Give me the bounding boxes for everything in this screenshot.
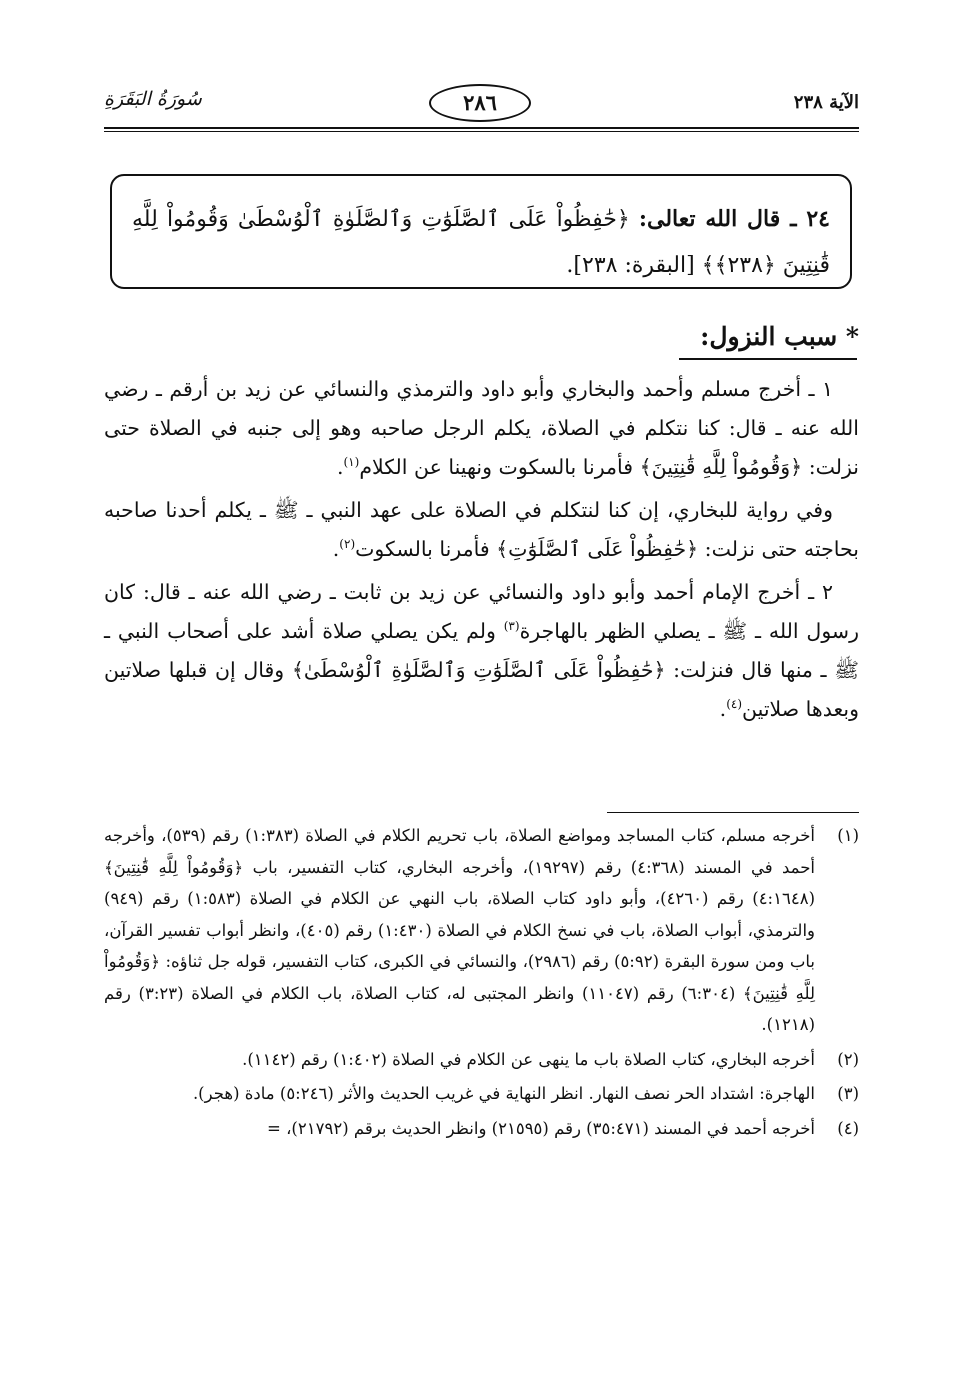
footnote-number: (١) bbox=[837, 826, 859, 845]
verse-reference: الآية ٢٣٨ bbox=[793, 92, 859, 113]
verse-box bbox=[110, 174, 852, 289]
footnote-number: (٣) bbox=[837, 1084, 859, 1103]
footnote-text: الهاجرة: اشتداد الحر نصف النهار. انظر النهاية في غريب الحديث والأثر (٥:٢٤٦) مادة (هجر). bbox=[192, 1084, 815, 1103]
main-text bbox=[104, 370, 859, 733]
footnote bbox=[104, 1044, 859, 1076]
footnote-number: (٢) bbox=[837, 1049, 859, 1069]
footnote bbox=[104, 1078, 859, 1110]
footnote-text: أخرجه أحمد في المسند (٣٥:٤٧١) رقم (٢١٥٩٥) وانظر الحديث برقم (٢١٧٩٢)، = bbox=[267, 1118, 815, 1138]
verse-intro: ٢٤ ـ قال الله تعالى: bbox=[638, 206, 830, 232]
header-divider-thin bbox=[104, 131, 859, 132]
footnote-ref: (٢) bbox=[339, 537, 356, 552]
header-divider bbox=[104, 127, 859, 129]
footnote-text: أخرجه مسلم، كتاب المساجد ومواضع الصلاة، باب تحريم الكلام في الصلاة (١:٣٨٣) رقم (٥٣٩)، وأخرجه أحمد في المسند (٤:٣٦٨) رقم (١٩٢٩٧)، وأخرجه البخاري، كتاب التفسير، باب ﴿وَقُومُواْ لِلَّهِ قَٰنِتِينَ﴾ (٤:١٦٤٨) رقم (٤٢٦٠)، وأبو داود كتاب الصلاة، باب النهي عن الكلام في الصلاة (١:٥٨٣) رقم (٩٤٩) والترمذي، أبواب الصلاة، باب في نسخ الكلام في الصلاة (١:٤٣٠) رقم (٤٠٥)، وانظر أبواب تفسير القرآن، باب ومن سورة البقرة (٥:٩٢) رقم (٢٩٨٦)، والنسائي في الكبرى، كتاب التفسير، قوله جل ثناؤه: ﴿وَقُومُواْ لِلَّهِ قَٰنِتِينَ﴾ (٦:٣٠٤) رقم (١١٠٤٧) وانظر المجتبى له، كتاب الصلاة، باب الكلام في الصلاة (٣:٢٣) رقم (١٢١٨). bbox=[104, 826, 816, 1034]
paragraph: ١ ـ أخرج مسلم وأحمد والبخاري وأبو داود والترمذي والنسائي عن زيد بن أرقم ـ رضي الله عنه ـ قال: كنا نتكلم في الصلاة، يكلم الرجل صاحبه وهو إلى جنبه في الصلاة حتى نزلت: ﴿وَقُومُواْ لِلَّهِ قَٰنِتِينَ﴾ فأمرنا بالسكوت ونهينا عن الكلام$^{(١)}$. bbox=[104, 377, 859, 479]
footnote-ref: (١) bbox=[343, 455, 360, 470]
paragraph: ٢ ـ أخرج الإمام أحمد وأبو داود والنسائي عن زيد بن ثابت ـ رضي الله عنه ـ قال: كان رسول الله ـ ﷺ ـ يصلي الظهر بالهاجرة$^{(٣)}$ ولم يكن يصلي صلاة أشد على أصحاب النبي ـ ﷺ ـ منها قال فنزلت: ﴿حَٰفِظُواْ عَلَى ٱلصَّلَوَٰتِ وَٱلصَّلَوٰةِ ٱلْوُسْطَىٰ﴾ وقال إن قبلها صلاتين وبعدها صلاتين$^{(٤)}$. bbox=[104, 580, 859, 721]
section-heading-underline bbox=[679, 358, 857, 360]
footnote-ref: (٣) bbox=[503, 619, 520, 634]
page-number: ٢٨٦ bbox=[429, 84, 531, 122]
footnotes bbox=[104, 820, 859, 1147]
footnote bbox=[104, 1113, 859, 1145]
verse-text: ﴿حَٰفِظُواْ عَلَى ٱلصَّلَوَٰتِ وَٱلصَّلَوٰةِ ٱلْوُسْطَىٰ وَقُومُواْ لِلَّهِ قَٰنِتِينَ ﴿٢٣٨﴾﴾ [البقرة: ٢٣٨]. bbox=[132, 207, 830, 278]
page-header bbox=[104, 84, 859, 124]
footnote-divider bbox=[607, 812, 859, 813]
footnote bbox=[104, 820, 859, 1041]
surah-name: سُورَةُ البَقَرَةِ bbox=[104, 88, 202, 110]
footnote-text: أخرجه البخاري، كتاب الصلاة باب ما ينهى عن الكلام في الصلاة (١:٤٠٢) رقم (١١٤٢). bbox=[242, 1049, 815, 1069]
footnote-number: (٤) bbox=[837, 1118, 859, 1138]
footnote-ref: (٤) bbox=[726, 697, 743, 712]
section-heading: * سبب النزول: bbox=[700, 322, 859, 351]
paragraph: وفي رواية للبخاري، إن كنا لنتكلم في الصلاة على عهد النبي ـ ﷺ ـ يكلم أحدنا صاحبه بحاجته حتى نزلت: ﴿حَٰفِظُواْ عَلَى ٱلصَّلَوَٰتِ﴾ فأمرنا بالسكوت$^{(٢)}$. bbox=[104, 498, 859, 561]
